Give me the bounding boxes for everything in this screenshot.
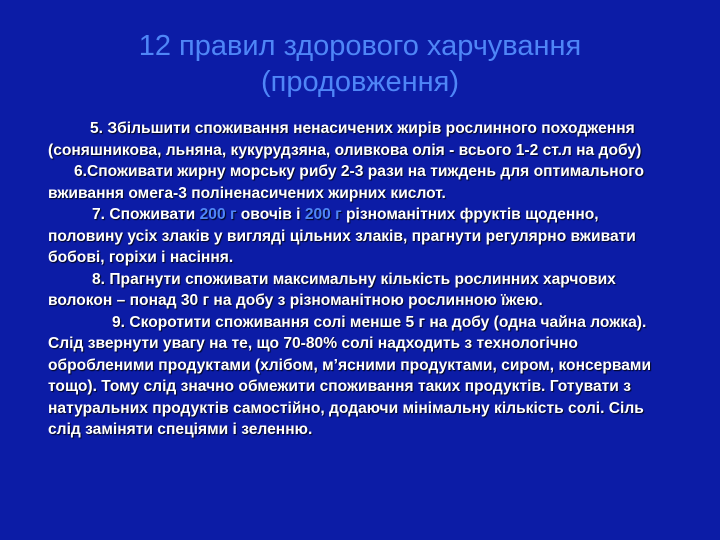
slide-title xyxy=(0,28,720,100)
slide-body xyxy=(48,118,660,441)
rule-7 xyxy=(48,204,660,269)
rule-7-fruits-amount: 200 г xyxy=(304,206,342,223)
rule-7-text-middle: овочів і xyxy=(236,206,305,223)
rule-7-vegetables-amount: 200 г xyxy=(199,206,237,223)
rule-7-text-end: різноманітних фруктів щоденно, половину усіх злаків у вигляді цільних злаків, прагнути регулярно вживати бобові, горіхи і насіння. xyxy=(48,206,636,266)
title-line-1: 12 правил здорового харчування xyxy=(138,30,582,62)
rule-9: 9. Скоротити споживання солі менше 5 г на добу (одна чайна ложка). Слід звернути увагу на те, що 70-80% солі надходить з технологічно обробленими продуктами (хлібом, м’ясними продуктами, сиром, консервами тощо). Тому слід значно обмежити споживання таких продуктів. Готувати з натуральних продуктів самостійно, додаючи мінімальну кількість солі. Сіль слід заміняти спеціями і зеленню. xyxy=(48,313,652,438)
rule-6: 6.Споживати жирну морську рибу 2-3 рази на тиждень для оптимального вживання омега-3 поліненасичених жирних кислот. xyxy=(48,163,645,202)
rule-5: 5. Збільшити споживання ненасичених жирів рослинного походження (соняшникова, льняна, кукурудзяна, оливкова олія - всього 1-2 ст.л на добу) xyxy=(48,120,642,159)
rule-7-text-start: 7. Споживати xyxy=(92,206,200,223)
rule-8: 8. Прагнути споживати максимальну кількість рослинних харчових волокон – понад 30 г на добу з різноманітною рослинною їжею. xyxy=(48,270,616,309)
title-line-2: (продовження) xyxy=(260,66,460,98)
